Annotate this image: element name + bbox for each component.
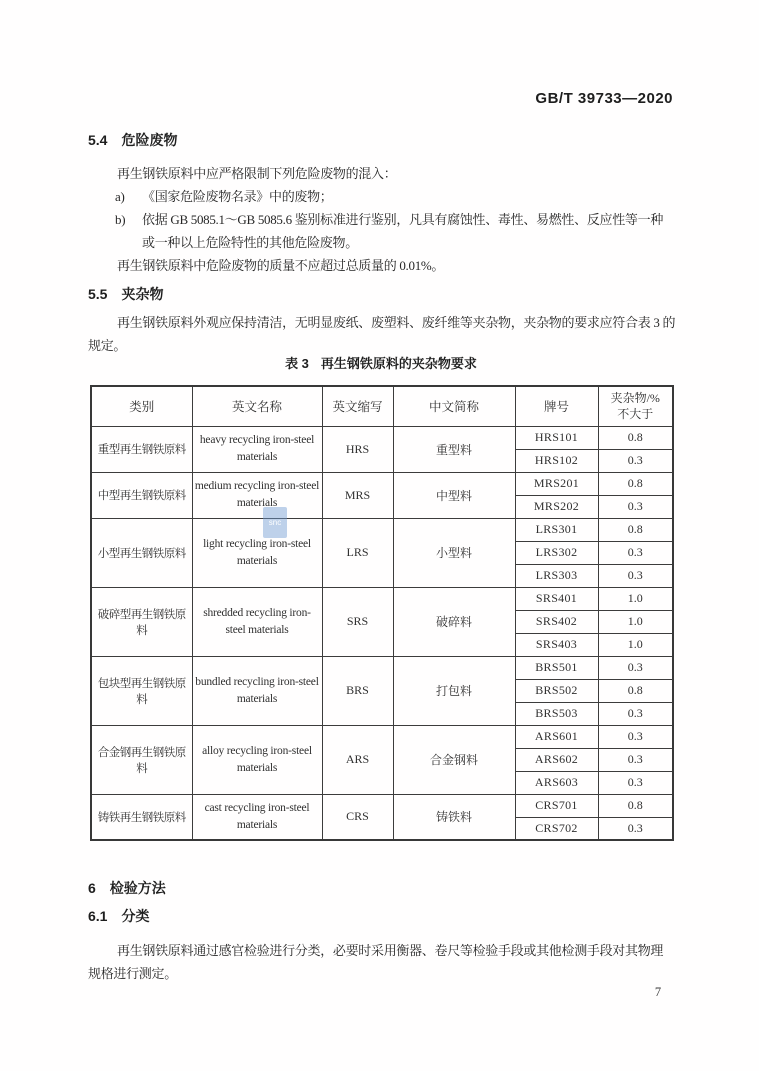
inclusion-limit-cell: 0.8 — [598, 794, 673, 817]
table-row — [91, 725, 673, 748]
short-name-cell: 重型料 — [393, 426, 515, 472]
list-item-b — [115, 209, 663, 228]
section-number: 5.4 — [88, 132, 108, 148]
inclusion-limit-cell: 0.3 — [598, 564, 673, 587]
category-cell: 破碎型再生钢铁原料 — [91, 587, 192, 656]
section-title: 危险废物 — [121, 132, 178, 148]
col-header-category: 类别 — [91, 386, 192, 426]
table-caption-title: 再生钢铁原料的夹杂物要求 — [320, 356, 477, 371]
list-item-a — [115, 186, 333, 205]
inclusion-limit-cell: 1.0 — [598, 610, 673, 633]
english-name-cell: bundled recycling iron-steel materials — [192, 656, 322, 725]
inclusion-limit-cell: 0.3 — [598, 495, 673, 518]
paragraph-line: 规定。 — [88, 338, 127, 353]
col-header-abbreviation: 英文缩写 — [322, 386, 393, 426]
english-name-cell: alloy recycling iron-steel materials — [192, 725, 322, 794]
paragraph-line: 再生钢铁原料外观应保持清洁，无明显废纸、废塑料、废纤维等夹杂物，夹杂物的要求应符合表 3 的 — [117, 315, 676, 330]
section-title: 夹杂物 — [121, 286, 164, 302]
table-row — [91, 794, 673, 817]
col-header-inclusion-line2: 不大于 — [617, 407, 654, 422]
abbreviation-cell: SRS — [322, 587, 393, 656]
grade-code-cell: SRS403 — [515, 633, 598, 656]
short-name-cell: 破碎料 — [393, 587, 515, 656]
abbreviation-cell: ARS — [322, 725, 393, 794]
grade-code-cell: BRS502 — [515, 679, 598, 702]
category-cell: 合金钢再生钢铁原料 — [91, 725, 192, 794]
grade-code-cell: LRS302 — [515, 541, 598, 564]
grade-code-cell: ARS603 — [515, 771, 598, 794]
table-caption-number: 表 3 — [285, 356, 309, 371]
inclusion-limit-cell: 0.8 — [598, 518, 673, 541]
abbreviation-cell: CRS — [322, 794, 393, 840]
short-name-cell: 中型料 — [393, 472, 515, 518]
paragraph-line: 再生钢铁原料中应严格限制下列危险废物的混入： — [117, 166, 397, 181]
grade-code-cell: ARS601 — [515, 725, 598, 748]
inclusion-limit-cell: 1.0 — [598, 587, 673, 610]
list-marker-a: a) — [115, 189, 125, 204]
english-name-cell: medium recycling iron-steel materials — [192, 472, 322, 518]
list-marker-b: b) — [115, 212, 126, 227]
watermark-badge: snc — [263, 507, 287, 538]
grade-code-cell: HRS101 — [515, 426, 598, 449]
inclusion-limit-cell: 0.3 — [598, 702, 673, 725]
grade-code-cell: ARS602 — [515, 748, 598, 771]
english-name-cell: shredded recycling iron-steel materials — [192, 587, 322, 656]
short-name-cell: 铸铁料 — [393, 794, 515, 840]
category-cell: 小型再生钢铁原料 — [91, 518, 192, 587]
table-row — [91, 472, 673, 495]
english-name-cell: heavy recycling iron-steel materials — [192, 426, 322, 472]
section-number: 6.1 — [88, 908, 108, 924]
short-name-cell: 小型料 — [393, 518, 515, 587]
col-header-grade: 牌号 — [515, 386, 598, 426]
table-row — [91, 518, 673, 541]
grade-code-cell: MRS201 — [515, 472, 598, 495]
abbreviation-cell: BRS — [322, 656, 393, 725]
grade-code-cell: LRS301 — [515, 518, 598, 541]
category-cell: 中型再生钢铁原料 — [91, 472, 192, 518]
section-number: 6 — [88, 880, 96, 896]
col-header-inclusion-limit — [598, 386, 673, 426]
section-5-5-heading — [88, 284, 163, 304]
grade-code-cell: SRS402 — [515, 610, 598, 633]
english-name-cell: light recycling iron-steel materials — [192, 518, 322, 587]
category-cell: 重型再生钢铁原料 — [91, 426, 192, 472]
abbreviation-cell: LRS — [322, 518, 393, 587]
section-number: 5.5 — [88, 286, 108, 302]
table-header-row — [91, 386, 673, 426]
inclusion-limit-cell: 0.8 — [598, 679, 673, 702]
grade-code-cell: HRS102 — [515, 449, 598, 472]
inclusion-limit-cell: 0.3 — [598, 725, 673, 748]
paragraph-line: 再生钢铁原料中危险废物的质量不应超过总质量的 0.01%。 — [117, 258, 445, 273]
table-caption — [90, 353, 672, 372]
inclusion-limit-cell: 0.3 — [598, 541, 673, 564]
inclusion-limit-cell: 0.8 — [598, 472, 673, 495]
table-row — [91, 656, 673, 679]
inclusion-limit-cell: 0.3 — [598, 817, 673, 840]
grade-code-cell: MRS202 — [515, 495, 598, 518]
page-number: 7 — [654, 985, 662, 999]
section-title: 检验方法 — [109, 880, 166, 896]
section-6-1-heading — [88, 906, 149, 926]
grade-code-cell: BRS501 — [515, 656, 598, 679]
short-name-cell: 合金钢料 — [393, 725, 515, 794]
grade-code-cell: BRS503 — [515, 702, 598, 725]
abbreviation-cell: HRS — [322, 426, 393, 472]
table-row — [91, 587, 673, 610]
english-name-cell: cast recycling iron-steel materials — [192, 794, 322, 840]
grade-code-cell: SRS401 — [515, 587, 598, 610]
grade-code-cell: CRS702 — [515, 817, 598, 840]
category-cell: 包块型再生钢铁原料 — [91, 656, 192, 725]
grade-code-cell: CRS701 — [515, 794, 598, 817]
inclusion-limit-cell: 1.0 — [598, 633, 673, 656]
col-header-inclusion-line1: 夹杂物/% — [610, 391, 660, 406]
grade-code-cell: LRS303 — [515, 564, 598, 587]
col-header-english-name: 英文名称 — [192, 386, 322, 426]
section-6-heading — [88, 878, 166, 898]
standard-number: GB/T 39733—2020 — [535, 90, 673, 107]
list-item-b-line1: 依据 GB 5085.1～GB 5085.6 鉴别标准进行鉴别，凡具有腐蚀性、毒性、易燃性、反应性等一种 — [142, 212, 664, 227]
paragraph-line: 规格进行测定。 — [88, 966, 177, 981]
inclusion-limit-cell: 0.3 — [598, 771, 673, 794]
list-item-b-line2: 或一种以上危险特性的其他危险废物。 — [142, 235, 358, 250]
category-cell: 铸铁再生钢铁原料 — [91, 794, 192, 840]
inclusion-limit-cell: 0.3 — [598, 748, 673, 771]
section-title: 分类 — [121, 908, 150, 924]
table-row — [91, 426, 673, 449]
inclusion-limit-cell: 0.3 — [598, 656, 673, 679]
inclusions-requirements-table — [90, 385, 674, 841]
abbreviation-cell: MRS — [322, 472, 393, 518]
short-name-cell: 打包料 — [393, 656, 515, 725]
inclusion-limit-cell: 0.8 — [598, 426, 673, 449]
inclusion-limit-cell: 0.3 — [598, 449, 673, 472]
col-header-short-name: 中文简称 — [393, 386, 515, 426]
section-5-4-heading — [88, 130, 177, 150]
list-item-a-text: 《国家危险废物名录》中的废物； — [142, 189, 333, 204]
paragraph-line: 再生钢铁原料通过感官检验进行分类，必要时采用衡器、卷尺等检验手段或其他检测手段对其物理 — [117, 943, 664, 958]
